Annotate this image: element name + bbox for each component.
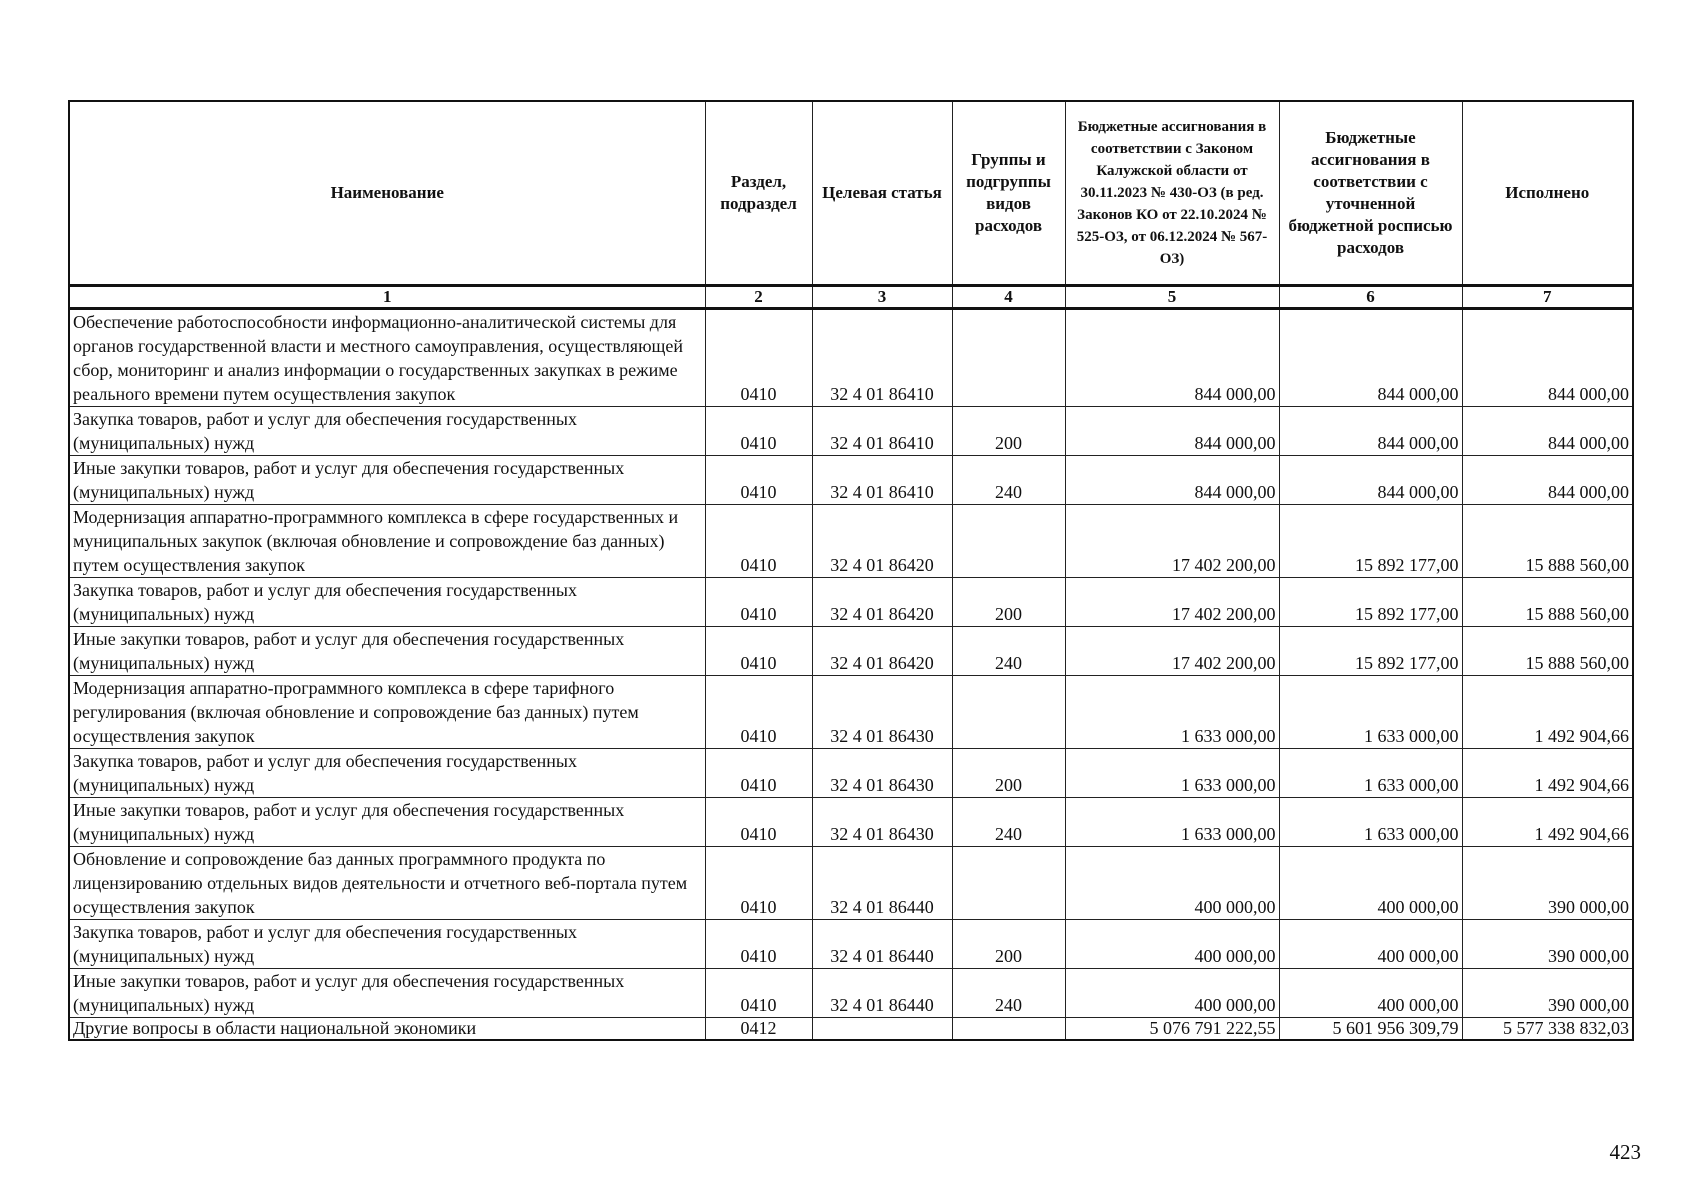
row-group — [952, 847, 1065, 920]
row-group: 240 — [952, 798, 1065, 847]
row-group: 200 — [952, 749, 1065, 798]
row-target: 32 4 01 86420 — [812, 627, 952, 676]
row-target: 32 4 01 86440 — [812, 969, 952, 1018]
table-row — [69, 309, 1633, 407]
row-target: 32 4 01 86430 — [812, 798, 952, 847]
row-name: Другие вопросы в области национальной экономики — [69, 1018, 705, 1041]
row-refined-amount: 1 633 000,00 — [1279, 749, 1462, 798]
table-row — [69, 749, 1633, 798]
row-refined-amount: 5 601 956 309,79 — [1279, 1018, 1462, 1041]
row-name: Иные закупки товаров, работ и услуг для обеспечения государственных (муниципальных) нужд — [69, 798, 705, 847]
col-number-7: 7 — [1462, 286, 1633, 309]
table-row — [69, 578, 1633, 627]
row-law-amount: 5 076 791 222,55 — [1065, 1018, 1279, 1041]
row-group: 240 — [952, 456, 1065, 505]
table-row — [69, 847, 1633, 920]
row-section: 0410 — [705, 578, 812, 627]
row-name: Иные закупки товаров, работ и услуг для обеспечения государственных (муниципальных) нужд — [69, 456, 705, 505]
row-group — [952, 1018, 1065, 1041]
row-group: 200 — [952, 578, 1065, 627]
row-executed-amount: 1 492 904,66 — [1462, 749, 1633, 798]
row-refined-amount: 15 892 177,00 — [1279, 505, 1462, 578]
col-number-3: 3 — [812, 286, 952, 309]
row-law-amount: 400 000,00 — [1065, 969, 1279, 1018]
col-number-1: 1 — [69, 286, 705, 309]
row-refined-amount: 15 892 177,00 — [1279, 578, 1462, 627]
column-number-row — [69, 286, 1633, 309]
header-target: Целевая статья — [812, 101, 952, 286]
row-name: Иные закупки товаров, работ и услуг для обеспечения государственных (муниципальных) нужд — [69, 969, 705, 1018]
table-row — [69, 969, 1633, 1018]
row-executed-amount: 1 492 904,66 — [1462, 798, 1633, 847]
col-number-6: 6 — [1279, 286, 1462, 309]
row-section: 0410 — [705, 505, 812, 578]
row-law-amount: 844 000,00 — [1065, 407, 1279, 456]
row-executed-amount: 844 000,00 — [1462, 309, 1633, 407]
row-refined-amount: 15 892 177,00 — [1279, 627, 1462, 676]
row-executed-amount: 15 888 560,00 — [1462, 578, 1633, 627]
row-section: 0410 — [705, 749, 812, 798]
table-row — [69, 627, 1633, 676]
row-name: Закупка товаров, работ и услуг для обеспечения государственных (муниципальных) нужд — [69, 920, 705, 969]
row-law-amount: 844 000,00 — [1065, 456, 1279, 505]
row-section: 0412 — [705, 1018, 812, 1041]
row-section: 0410 — [705, 627, 812, 676]
row-refined-amount: 400 000,00 — [1279, 847, 1462, 920]
header-section: Раздел, подраздел — [705, 101, 812, 286]
row-section: 0410 — [705, 969, 812, 1018]
row-section: 0410 — [705, 920, 812, 969]
col-number-4: 4 — [952, 286, 1065, 309]
row-group: 240 — [952, 969, 1065, 1018]
row-executed-amount: 5 577 338 832,03 — [1462, 1018, 1633, 1041]
col-number-5: 5 — [1065, 286, 1279, 309]
row-target: 32 4 01 86410 — [812, 309, 952, 407]
row-refined-amount: 1 633 000,00 — [1279, 676, 1462, 749]
row-name: Обновление и сопровождение баз данных программного продукта по лицензированию отдельных видов деятельности и отчетного веб-портала путем осуществления закупок — [69, 847, 705, 920]
row-executed-amount: 1 492 904,66 — [1462, 676, 1633, 749]
row-name: Модернизация аппаратно-программного комплекса в сфере тарифного регулирования (включая обновление и сопровождение баз данных) путем осуществления закупок — [69, 676, 705, 749]
row-target: 32 4 01 86410 — [812, 407, 952, 456]
row-section: 0410 — [705, 456, 812, 505]
row-section: 0410 — [705, 407, 812, 456]
row-law-amount: 400 000,00 — [1065, 847, 1279, 920]
row-executed-amount: 390 000,00 — [1462, 847, 1633, 920]
row-group: 200 — [952, 407, 1065, 456]
row-refined-amount: 844 000,00 — [1279, 456, 1462, 505]
row-refined-amount: 1 633 000,00 — [1279, 798, 1462, 847]
row-target: 32 4 01 86430 — [812, 749, 952, 798]
table-row — [69, 505, 1633, 578]
row-refined-amount: 400 000,00 — [1279, 920, 1462, 969]
row-executed-amount: 844 000,00 — [1462, 407, 1633, 456]
budget-table — [68, 100, 1634, 1041]
row-executed-amount: 390 000,00 — [1462, 920, 1633, 969]
row-name: Обеспечение работоспособности информационно-аналитической системы для органов государственной власти и местного самоуправления, осуществляющей сбор, мониторинг и анализ информации о государственных закупках в режиме реального времени путем осуществления закупок — [69, 309, 705, 407]
budget-table-container — [68, 100, 1632, 1041]
row-refined-amount: 844 000,00 — [1279, 309, 1462, 407]
row-name: Закупка товаров, работ и услуг для обеспечения государственных (муниципальных) нужд — [69, 407, 705, 456]
row-refined-amount: 400 000,00 — [1279, 969, 1462, 1018]
row-executed-amount: 15 888 560,00 — [1462, 627, 1633, 676]
header-executed: Исполнено — [1462, 101, 1633, 286]
row-law-amount: 1 633 000,00 — [1065, 749, 1279, 798]
row-group — [952, 505, 1065, 578]
row-law-amount: 400 000,00 — [1065, 920, 1279, 969]
header-groups: Группы и подгруппы видов расходов — [952, 101, 1065, 286]
row-target: 32 4 01 86440 — [812, 847, 952, 920]
row-target: 32 4 01 86410 — [812, 456, 952, 505]
row-law-amount: 1 633 000,00 — [1065, 798, 1279, 847]
header-law: Бюджетные ассигнования в соответствии с Законом Калужской области от 30.11.2023 № 430-ОЗ (в ред. Законов КО от 22.10.2024 № 525-ОЗ, от 06.12.2024 № 567-ОЗ) — [1065, 101, 1279, 286]
row-section: 0410 — [705, 676, 812, 749]
row-executed-amount: 390 000,00 — [1462, 969, 1633, 1018]
row-section: 0410 — [705, 798, 812, 847]
table-row — [69, 407, 1633, 456]
row-section: 0410 — [705, 309, 812, 407]
row-group: 200 — [952, 920, 1065, 969]
row-law-amount: 17 402 200,00 — [1065, 627, 1279, 676]
row-target: 32 4 01 86420 — [812, 505, 952, 578]
row-target: 32 4 01 86430 — [812, 676, 952, 749]
row-name: Закупка товаров, работ и услуг для обеспечения государственных (муниципальных) нужд — [69, 578, 705, 627]
row-name: Закупка товаров, работ и услуг для обеспечения государственных (муниципальных) нужд — [69, 749, 705, 798]
table-row — [69, 676, 1633, 749]
row-law-amount: 17 402 200,00 — [1065, 505, 1279, 578]
row-executed-amount: 15 888 560,00 — [1462, 505, 1633, 578]
row-name: Иные закупки товаров, работ и услуг для обеспечения государственных (муниципальных) нужд — [69, 627, 705, 676]
table-row — [69, 798, 1633, 847]
row-law-amount: 844 000,00 — [1065, 309, 1279, 407]
row-target: 32 4 01 86440 — [812, 920, 952, 969]
page-number: 423 — [1609, 1140, 1641, 1164]
row-group — [952, 309, 1065, 407]
row-target — [812, 1018, 952, 1041]
table-row — [69, 456, 1633, 505]
row-name: Модернизация аппаратно-программного комплекса в сфере государственных и муниципальных закупок (включая обновление и сопровождение баз данных) путем осуществления закупок — [69, 505, 705, 578]
row-group: 240 — [952, 627, 1065, 676]
row-executed-amount: 844 000,00 — [1462, 456, 1633, 505]
header-refined: Бюджетные ассигнования в соответствии с уточненной бюджетной росписью расходов — [1279, 101, 1462, 286]
row-target: 32 4 01 86420 — [812, 578, 952, 627]
col-number-2: 2 — [705, 286, 812, 309]
header-row — [69, 101, 1633, 286]
table-row — [69, 920, 1633, 969]
table-row — [69, 1018, 1633, 1041]
row-group — [952, 676, 1065, 749]
row-section: 0410 — [705, 847, 812, 920]
row-law-amount: 1 633 000,00 — [1065, 676, 1279, 749]
header-name: Наименование — [69, 101, 705, 286]
row-law-amount: 17 402 200,00 — [1065, 578, 1279, 627]
row-refined-amount: 844 000,00 — [1279, 407, 1462, 456]
